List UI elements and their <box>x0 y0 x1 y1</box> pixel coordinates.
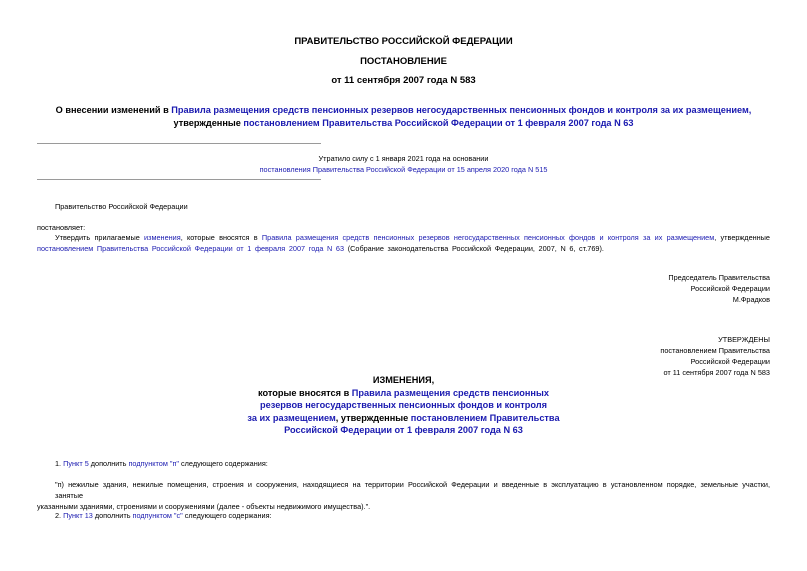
gov-rf-text: Правительство Российской Федерации <box>55 202 188 211</box>
divider-bottom <box>37 179 321 180</box>
rules-link-body[interactable]: Правила размещения средств пенсионных резервов негосударственных пенсионных фондов и контроля за их размещением <box>261 233 715 242</box>
resolves-text: постановляет: <box>37 223 86 232</box>
government-name: ПРАВИТЕЛЬСТВО РОССИЙСКОЙ ФЕДЕРАЦИИ <box>294 36 513 47</box>
changes-rules-link-2[interactable]: резервов негосударственных пенсионных фондов и контроля <box>260 400 547 410</box>
document-date: от 11 сентября 2007 года N 583 <box>331 75 476 86</box>
decree-63-link-body[interactable]: постановлением Правительства Российской Федерации от 1 февраля 2007 года N 63 <box>37 244 345 253</box>
document-title: О внесении изменений в Правила размещения средств пенсионных резервов негосударственных пенсионных фондов и контроля за их размещением, утвержденные постановлением Правительства Российской Федерации от 1 февраля 2007 года N 63 <box>55 105 752 128</box>
item-2: 2. Пункт 13 дополнить подпунктом "с" следующего содержания: <box>55 511 272 520</box>
approved-block: УТВЕРЖДЕНЫ постановлением Правительства Российской Федерации от 11 сентября 2007 года N 583 <box>660 335 770 377</box>
decree-515-link[interactable]: постановления Правительства Российской Федерации от 15 апреля 2020 года N 515 <box>259 165 548 174</box>
changes-decree-link-1[interactable]: постановлением Правительства <box>410 412 560 423</box>
item-1-clause-link[interactable]: Пункт 5 <box>63 459 89 468</box>
status-note: Утратило силу с 1 января 2021 года на основании постановления Правительства Российской Федерации от 15 апреля 2020 года N 515 <box>37 153 770 175</box>
signature-block: Председатель Правительства Российской Федерации М.Фрадков <box>668 273 770 304</box>
changes-link[interactable]: изменения <box>144 233 181 242</box>
rules-link[interactable]: Правила размещения средств пенсионных резервов негосударственных пенсионных фондов и контроля за их размещением, <box>171 105 752 115</box>
item-2-clause-link[interactable]: Пункт 13 <box>63 511 93 520</box>
item-1-subclause-link[interactable]: подпунктом "п" <box>128 459 179 468</box>
divider-top <box>37 143 321 144</box>
item-1-text: "п) нежилые здания, нежилые помещения, строения и сооружения, находящиеся на территории Российской Федерации и введенные в эксплуатацию в установленном порядке, земельные участки, занятые указанными зданиями, строениями и сооружениями (далее - объекты недвижимого имущества).". <box>37 480 770 511</box>
changes-rules-link-1[interactable]: Правила размещения средств пенсионных <box>351 387 549 398</box>
item-2-subclause-link[interactable]: подпунктом "с" <box>132 511 183 520</box>
item-1: 1. Пункт 5 дополнить подпунктом "п" следующего содержания: <box>55 459 268 468</box>
changes-rules-link-3[interactable]: за их размещением <box>247 412 336 423</box>
changes-title: ИЗМЕНЕНИЯ, которые вносятся в Правила размещения средств пенсионных резервов негосударственных пенсионных фондов и контроля за их размещением, утвержденные постановлением Правительства Российской Федерации от 1 февраля 2007 года N 63 <box>0 374 807 437</box>
decree-63-link[interactable]: постановлением Правительства Российской Федерации от 1 февраля 2007 года N 63 <box>243 117 634 128</box>
approve-paragraph: Утвердить прилагаемые изменения, которые вносятся в Правила размещения средств пенсионных резервов негосударственных пенсионных фондов и контроля за их размещением, утвержденные постановлением Правительства Российской Федерации от 1 февраля 2007 года N 63 (Собрание законодательства Российской Федерации, 2007, N 6, ст.769). <box>37 233 770 253</box>
document-type: ПОСТАНОВЛЕНИЕ <box>360 56 447 67</box>
changes-decree-link-2[interactable]: Российской Федерации от 1 февраля 2007 года N 63 <box>284 425 523 435</box>
